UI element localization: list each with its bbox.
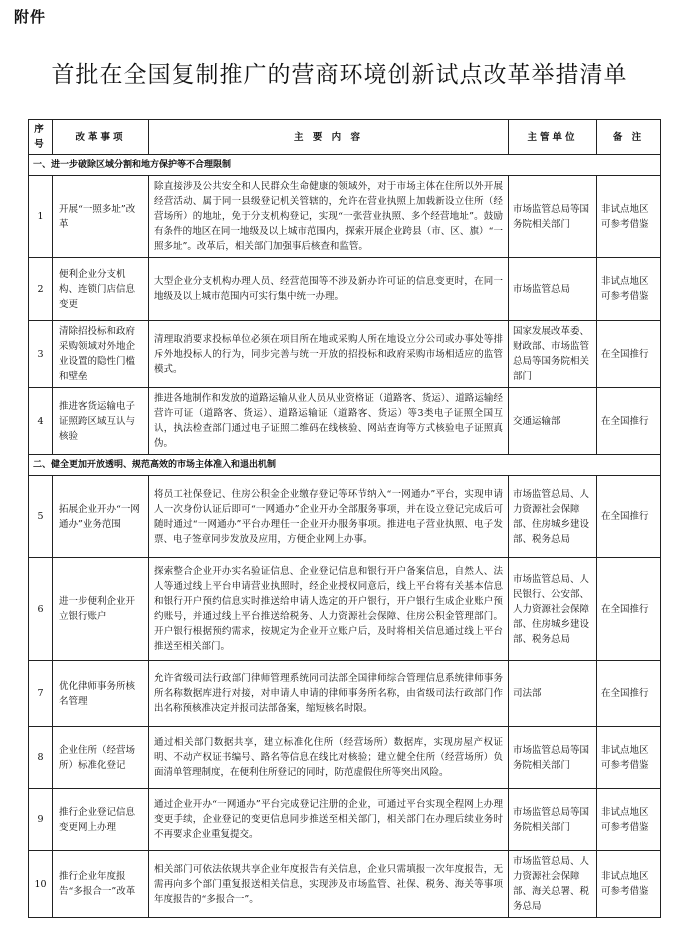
row-no: 1 — [29, 176, 53, 258]
row-no: 4 — [29, 388, 53, 455]
header-note: 备 注 — [597, 120, 661, 155]
row-dept: 市场监管总局 — [509, 258, 597, 321]
row-no: 6 — [29, 558, 53, 661]
row-no: 5 — [29, 476, 53, 558]
row-item: 推进客货运输电子证照跨区域互认与核验 — [53, 388, 149, 455]
row-note: 在全国推行 — [597, 388, 661, 455]
row-no: 2 — [29, 258, 53, 321]
table-row — [29, 727, 661, 789]
row-item: 拓展企业开办“一网通办”业务范围 — [53, 476, 149, 558]
row-dept: 市场监管总局等国务院相关部门 — [509, 789, 597, 851]
row-dept: 司法部 — [509, 661, 597, 727]
row-item: 推行企业登记信息变更网上办理 — [53, 789, 149, 851]
row-dept: 市场监管总局等国务院相关部门 — [509, 176, 597, 258]
table-row — [29, 388, 661, 455]
row-item: 优化律师事务所核名管理 — [53, 661, 149, 727]
row-item: 开展“一照多址”改革 — [53, 176, 149, 258]
row-no: 9 — [29, 789, 53, 851]
row-dept: 市场监管总局、人力资源社会保障部、住房城乡建设部、税务总局 — [509, 476, 597, 558]
table-row — [29, 476, 661, 558]
row-content: 除直接涉及公共安全和人民群众生命健康的领域外，对于市场主体在住所以外开展经营活动、属于同一县级登记机关管辖的，允许在营业执照上加载新设立住所（经营场所）的地址，免于分支机构登记，实现“一张营业执照、多个经营地址”。鼓励有条件的地区在同一地级及以上城市范围内，探索开展企业跨县（市、区、旗）“一照多址”。改革后，相关部门加强事后核查和监管。 — [149, 176, 509, 258]
header-no: 序号 — [29, 120, 53, 155]
row-dept: 市场监管总局、人民银行、公安部、人力资源社会保障部、住房城乡建设部、税务总局 — [509, 558, 597, 661]
section-title: 一、进一步破除区域分割和地方保护等不合理限制 — [29, 155, 661, 176]
row-no: 10 — [29, 851, 53, 918]
row-content: 相关部门可依法依规共享企业年度报告有关信息，企业只需填报一次年度报告，无需再向多个部门重复报送相关信息，实现涉及市场监管、社保、税务、海关等事项年度报告的“多报合一”。 — [149, 851, 509, 918]
row-note: 在全国推行 — [597, 476, 661, 558]
table-row — [29, 176, 661, 258]
row-note: 非试点地区可参考借鉴 — [597, 258, 661, 321]
header-dept: 主管单位 — [509, 120, 597, 155]
row-dept: 市场监管总局、人力资源社会保障部、海关总署、税务总局 — [509, 851, 597, 918]
row-content: 通过企业开办“一网通办”平台完成登记注册的企业，可通过平台实现全程网上办理变更手续，企业登记的变更信息同步推送至相关部门，相关部门在办理后续业务时不再要求企业重复提交。 — [149, 789, 509, 851]
reform-measures-table — [28, 119, 661, 918]
document-title: 首批在全国复制推广的营商环境创新试点改革举措清单 — [51, 62, 628, 88]
row-content: 探索整合企业开办实名验证信息、企业登记信息和银行开户备案信息，自然人、法人等通过线上平台申请营业执照时，经企业授权同意后，线上平台将有关基本信息和银行开户预约信息实时推送给申请人选定的开户银行，开户银行生成企业账户预约账号，并通过线上平台推送给税务、人力资源社会保障、住房公积金管理部门。开户银行根据预约需求，按规定为企业开立账户后，及时将相关信息通过线上平台推送至相关部门。 — [149, 558, 509, 661]
section-row — [29, 455, 661, 476]
table-row — [29, 258, 661, 321]
row-item: 清除招投标和政府采购领域对外地企业设置的隐性门槛和壁垒 — [53, 321, 149, 388]
section-row — [29, 155, 661, 176]
row-content: 推进各地制作和发放的道路运输从业人员从业资格证（道路客、货运）、道路运输经营许可证（道路客、货运）、道路运输证（道路客、货运）等3类电子证照全国互认，执法检查部门通过电子证照二维码在线核验、网站查询等方式核验电子证照真伪。 — [149, 388, 509, 455]
row-note: 在全国推行 — [597, 321, 661, 388]
row-note: 非试点地区可参考借鉴 — [597, 727, 661, 789]
row-dept: 市场监管总局等国务院相关部门 — [509, 727, 597, 789]
row-content: 清理取消要求投标单位必须在项目所在地或采购人所在地设立分公司或办事处等排斥外地投标人的行为，同步完善与统一开放的招投标和政府采购市场相适应的监管模式。 — [149, 321, 509, 388]
row-note: 在全国推行 — [597, 661, 661, 727]
row-note: 非试点地区可参考借鉴 — [597, 789, 661, 851]
attachment-label: 附件 — [14, 8, 47, 26]
row-dept: 交通运输部 — [509, 388, 597, 455]
row-item: 进一步便利企业开立银行账户 — [53, 558, 149, 661]
row-content: 将员工社保登记、住房公积金企业缴存登记等环节纳入“一网通办”平台，实现申请人一次身份认证后即可“一网通办”企业开办全部服务事项，并在设立登记完成后可随时通过“一网通办”平台办理任一企业开办服务事项。推进电子营业执照、电子发票、电子签章同步发放及应用，方便企业网上办事。 — [149, 476, 509, 558]
row-no: 3 — [29, 321, 53, 388]
table-row — [29, 851, 661, 918]
row-item: 企业住所（经营场所）标准化登记 — [53, 727, 149, 789]
header-item: 改革事项 — [53, 120, 149, 155]
header-content: 主 要 内 容 — [149, 120, 509, 155]
row-dept: 国家发展改革委、财政部、市场监管总局等国务院相关部门 — [509, 321, 597, 388]
row-content: 通过相关部门数据共享，建立标准化住所（经营场所）数据库，实现房屋产权证明、不动产权证书编号、路名等信息在线比对核验；建立健全住所（经营场所）负面清单管理制度，在便利住所登记的同时，防范虚假住所等突出风险。 — [149, 727, 509, 789]
table-row — [29, 789, 661, 851]
row-item: 便利企业分支机构、连锁门店信息变更 — [53, 258, 149, 321]
row-note: 非试点地区可参考借鉴 — [597, 851, 661, 918]
row-note: 在全国推行 — [597, 558, 661, 661]
row-note: 非试点地区可参考借鉴 — [597, 176, 661, 258]
table-row — [29, 321, 661, 388]
row-no: 8 — [29, 727, 53, 789]
table-header-row — [29, 120, 661, 155]
row-content: 允许省级司法行政部门律师管理系统同司法部全国律师综合管理信息系统律师事务所名称数据库进行对接，对申请人申请的律师事务所名称，由省级司法行政部门作出名称预核准决定并报司法部备案，缩短核名时限。 — [149, 661, 509, 727]
section-title: 二、健全更加开放透明、规范高效的市场主体准入和退出机制 — [29, 455, 661, 476]
table-row — [29, 661, 661, 727]
row-content: 大型企业分支机构办理人员、经营范围等不涉及新办许可证的信息变更时，在同一地级及以上城市范围内可实行集中统一办理。 — [149, 258, 509, 321]
row-no: 7 — [29, 661, 53, 727]
row-item: 推行企业年度报告“多报合一”改革 — [53, 851, 149, 918]
table-row — [29, 558, 661, 661]
